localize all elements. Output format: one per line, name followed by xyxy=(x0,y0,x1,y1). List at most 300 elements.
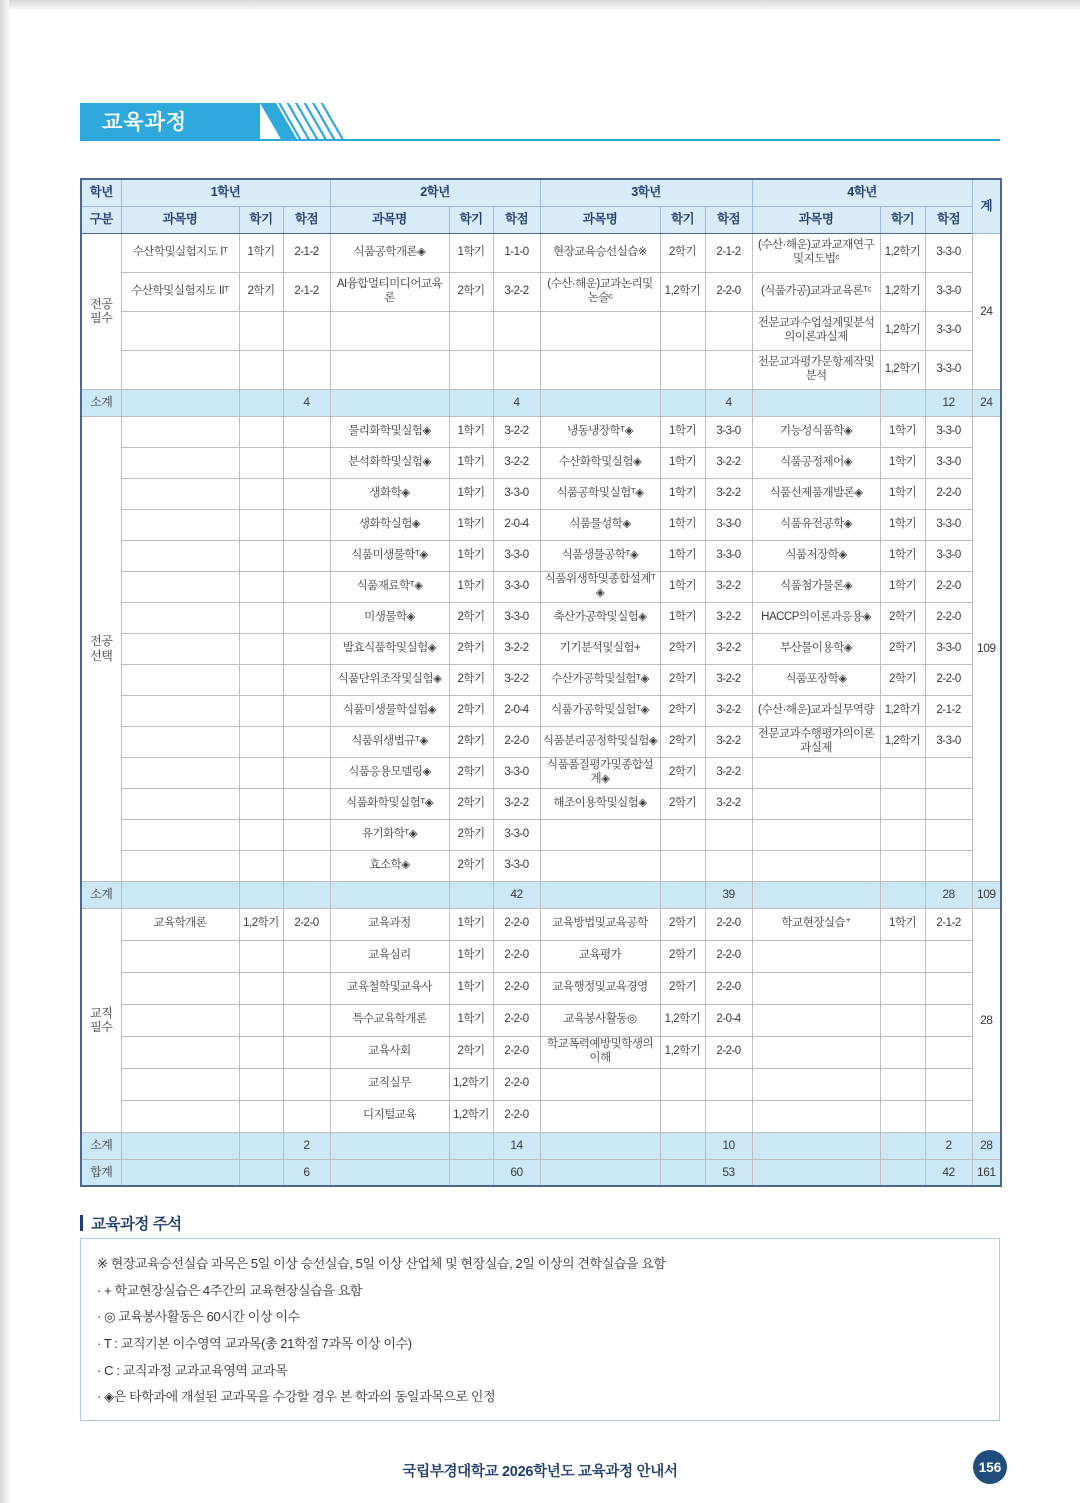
course-row xyxy=(81,695,1001,726)
semester-cell: 1학기 xyxy=(660,447,705,478)
semester-cell xyxy=(239,664,283,695)
credit-cell: 2-1-2 xyxy=(705,233,752,272)
semester-cell xyxy=(660,850,705,881)
semester-cell: 1학기 xyxy=(449,416,493,447)
course-name-cell: 발효식품학및실험◈ xyxy=(330,633,449,664)
course-name-cell xyxy=(121,695,239,726)
semester-cell: 1학기 xyxy=(449,908,493,940)
course-name-cell xyxy=(752,1068,880,1100)
semester-cell xyxy=(880,819,925,850)
subheader-semester: 학기 xyxy=(239,206,283,233)
credit-cell: 2-2-0 xyxy=(493,940,540,972)
course-name-cell: (수산·해운)교과교재연구및지도법ᶜ xyxy=(752,233,880,272)
page-number-badge: 156 xyxy=(973,1450,1007,1484)
credit-cell xyxy=(283,819,330,850)
course-row xyxy=(81,447,1001,478)
semester-cell: 1학기 xyxy=(449,447,493,478)
course-name-cell xyxy=(540,350,660,389)
course-row xyxy=(81,540,1001,571)
course-row xyxy=(81,1036,1001,1068)
subheader-credit: 학점 xyxy=(925,206,972,233)
credit-cell: 3-2-2 xyxy=(705,664,752,695)
subheader-credit: 학점 xyxy=(283,206,330,233)
credit-cell: 3-2-2 xyxy=(493,633,540,664)
credit-cell xyxy=(283,972,330,1004)
credit-cell: 3-3-0 xyxy=(925,311,972,350)
semester-cell xyxy=(660,819,705,850)
semester-cell: 2학기 xyxy=(449,757,493,788)
credit-cell xyxy=(705,850,752,881)
credit-cell: 2-2-0 xyxy=(283,908,330,940)
subtotal-value-cell xyxy=(880,389,925,416)
subtotal-value-cell xyxy=(880,881,925,908)
subheader-semester: 학기 xyxy=(880,206,925,233)
credit-cell: 2-2-0 xyxy=(493,1068,540,1100)
credit-cell: 3-3-0 xyxy=(925,447,972,478)
credit-cell: 3-2-2 xyxy=(493,664,540,695)
grand-total-value-cell: 60 xyxy=(493,1159,540,1186)
subtotal-row xyxy=(81,881,1001,908)
semester-cell xyxy=(880,1100,925,1132)
semester-cell: 1학기 xyxy=(449,940,493,972)
subtotal-value-cell: 2 xyxy=(925,1132,972,1159)
course-name-cell: 교육봉사활동◎ xyxy=(540,1004,660,1036)
course-name-cell: 수산학및실험지도 Iᵀ xyxy=(121,233,239,272)
semester-cell xyxy=(239,757,283,788)
course-name-cell: 식품공학개론◈ xyxy=(330,233,449,272)
credit-cell: 2-0-4 xyxy=(493,695,540,726)
course-name-cell: 식품첨가물론◈ xyxy=(752,571,880,602)
semester-cell: 2학기 xyxy=(660,695,705,726)
course-name-cell xyxy=(121,972,239,1004)
course-row xyxy=(81,350,1001,389)
course-name-cell: 식품위생학및종합설계ᵀ◈ xyxy=(540,571,660,602)
subtotal-total-cell: 109 xyxy=(972,881,1001,908)
semester-cell: 2학기 xyxy=(449,726,493,757)
subtotal-value-cell xyxy=(239,881,283,908)
course-name-cell: 교육사회 xyxy=(330,1036,449,1068)
semester-cell: 1학기 xyxy=(660,540,705,571)
semester-cell: 2학기 xyxy=(449,602,493,633)
course-row xyxy=(81,850,1001,881)
group-label-cell: 전공필수 xyxy=(81,233,121,389)
semester-cell xyxy=(239,571,283,602)
course-name-cell: 부산물이용학◈ xyxy=(752,633,880,664)
course-name-cell xyxy=(540,850,660,881)
course-name-cell xyxy=(121,1004,239,1036)
subtotal-value-cell xyxy=(540,881,660,908)
semester-cell: 1,2학기 xyxy=(880,233,925,272)
subtotal-value-cell xyxy=(540,389,660,416)
course-name-cell: 교육학개론 xyxy=(121,908,239,940)
course-name-cell xyxy=(752,1036,880,1068)
credit-cell: 2-1-2 xyxy=(925,695,972,726)
course-name-cell xyxy=(121,540,239,571)
course-row xyxy=(81,571,1001,602)
semester-cell xyxy=(239,726,283,757)
course-name-cell xyxy=(121,664,239,695)
semester-cell: 2학기 xyxy=(880,602,925,633)
course-name-cell: 수산화학및실험◈ xyxy=(540,447,660,478)
semester-cell xyxy=(239,1100,283,1132)
credit-cell: 2-2-0 xyxy=(493,1100,540,1132)
total-column-header: 계 xyxy=(972,179,1001,233)
credit-cell xyxy=(283,1100,330,1132)
course-name-cell: 식품응용모델링◈ xyxy=(330,757,449,788)
semester-cell: 1학기 xyxy=(880,447,925,478)
semester-cell: 1학기 xyxy=(660,509,705,540)
credit-cell xyxy=(493,350,540,389)
semester-cell: 2학기 xyxy=(449,633,493,664)
semester-cell: 1,2학기 xyxy=(660,1004,705,1036)
subtotal-value-cell: 4 xyxy=(283,389,330,416)
course-row xyxy=(81,788,1001,819)
semester-cell xyxy=(239,972,283,1004)
credit-cell: 2-2-0 xyxy=(493,972,540,1004)
course-name-cell xyxy=(752,1100,880,1132)
course-row xyxy=(81,940,1001,972)
grand-total-value-cell xyxy=(880,1159,925,1186)
course-name-cell: 식품미생물학ᵀ◈ xyxy=(330,540,449,571)
semester-cell: 2학기 xyxy=(449,788,493,819)
course-row xyxy=(81,1100,1001,1132)
course-name-cell: 해조이용학및실험◈ xyxy=(540,788,660,819)
credit-cell: 3-3-0 xyxy=(493,757,540,788)
semester-cell: 1학기 xyxy=(660,478,705,509)
course-name-cell: 학교현장실습⁺ xyxy=(752,908,880,940)
semester-cell: 2학기 xyxy=(239,272,283,311)
credit-cell: 2-2-0 xyxy=(925,478,972,509)
subtotal-label-cell: 소계 xyxy=(81,389,121,416)
semester-cell: 2학기 xyxy=(660,726,705,757)
course-row xyxy=(81,1068,1001,1100)
credit-cell xyxy=(283,571,330,602)
curriculum-table xyxy=(80,178,1002,1187)
subheader-course: 과목명 xyxy=(752,206,880,233)
credit-cell xyxy=(705,1100,752,1132)
credit-cell: 3-2-2 xyxy=(493,788,540,819)
semester-cell xyxy=(239,350,283,389)
section-total-cell: 28 xyxy=(972,908,1001,1132)
credit-cell: 3-3-0 xyxy=(493,571,540,602)
subheader-semester: 학기 xyxy=(449,206,493,233)
credit-cell: 3-3-0 xyxy=(493,850,540,881)
page-edge-top xyxy=(0,0,1080,9)
credit-cell: 3-3-0 xyxy=(925,350,972,389)
credit-cell xyxy=(705,311,752,350)
credit-cell xyxy=(283,726,330,757)
course-name-cell: AI융합멀티미디어교육론 xyxy=(330,272,449,311)
course-name-cell: 교육과정 xyxy=(330,908,449,940)
course-name-cell: 식품공학및실험ᵀ◈ xyxy=(540,478,660,509)
semester-cell: 1학기 xyxy=(660,602,705,633)
note-item: ※ 현장교육승선실습 과목은 5일 이상 승선실습, 5일 이상 산업체 및 현장실습, 2일 이상의 견학실습을 요함 xyxy=(97,1256,666,1271)
credit-cell xyxy=(283,633,330,664)
semester-cell: 2학기 xyxy=(660,788,705,819)
semester-cell xyxy=(239,1036,283,1068)
semester-cell xyxy=(880,1004,925,1036)
semester-cell: 1학기 xyxy=(660,571,705,602)
subtotal-value-cell xyxy=(121,389,239,416)
document-footer-title: 국립부경대학교 2026학년도 교육과정 안내서 xyxy=(402,1464,678,1480)
semester-cell: 1,2학기 xyxy=(239,908,283,940)
credit-cell: 1-1-0 xyxy=(493,233,540,272)
header-row-subcolumns xyxy=(81,206,1001,233)
course-name-cell xyxy=(752,819,880,850)
notes-title-text: 교육과정 주석 xyxy=(91,1216,182,1233)
semester-cell: 1학기 xyxy=(880,908,925,940)
semester-cell: 2학기 xyxy=(449,695,493,726)
semester-cell: 1학기 xyxy=(239,233,283,272)
semester-cell xyxy=(449,350,493,389)
semester-cell: 2학기 xyxy=(449,819,493,850)
course-row xyxy=(81,757,1001,788)
semester-cell xyxy=(880,850,925,881)
corner-category-label: 구분 xyxy=(81,206,121,233)
credit-cell xyxy=(493,311,540,350)
course-name-cell: 교육방법및교육공학 xyxy=(540,908,660,940)
semester-cell xyxy=(660,311,705,350)
credit-cell: 2-2-0 xyxy=(925,664,972,695)
note-item: · C : 교직과정 교과교육영역 교과목 xyxy=(97,1362,288,1378)
credit-cell: 3-3-0 xyxy=(925,233,972,272)
credit-cell xyxy=(283,416,330,447)
semester-cell xyxy=(239,509,283,540)
course-name-cell: 식품위생법규ᵀ◈ xyxy=(330,726,449,757)
semester-cell: 1,2학기 xyxy=(880,272,925,311)
semester-cell xyxy=(239,850,283,881)
grand-total-value-cell: 42 xyxy=(925,1159,972,1186)
year-header-3: 3학년 xyxy=(540,179,752,206)
credit-cell: 2-1-2 xyxy=(925,908,972,940)
course-row xyxy=(81,633,1001,664)
credit-cell: 3-3-0 xyxy=(705,416,752,447)
credit-cell xyxy=(925,1100,972,1132)
course-name-cell: 기기분석및실험+ xyxy=(540,633,660,664)
subtotal-total-cell: 28 xyxy=(972,1132,1001,1159)
year-header-2: 2학년 xyxy=(330,179,540,206)
credit-cell xyxy=(925,972,972,1004)
notes-section-title xyxy=(80,1212,182,1234)
credit-cell: 2-2-0 xyxy=(925,571,972,602)
course-row xyxy=(81,272,1001,311)
course-name-cell: 교직실무 xyxy=(330,1068,449,1100)
credit-cell xyxy=(925,788,972,819)
course-name-cell: 식품저장학◈ xyxy=(752,540,880,571)
semester-cell: 1,2학기 xyxy=(660,272,705,311)
course-name-cell: 식품신제품개발론◈ xyxy=(752,478,880,509)
course-row xyxy=(81,602,1001,633)
course-row xyxy=(81,1004,1001,1036)
course-name-cell xyxy=(540,819,660,850)
semester-cell: 2학기 xyxy=(660,233,705,272)
group-label-cell: 전공선택 xyxy=(81,416,121,881)
credit-cell: 3-3-0 xyxy=(925,272,972,311)
semester-cell: 1,2학기 xyxy=(660,1036,705,1068)
semester-cell: 1,2학기 xyxy=(449,1068,493,1100)
course-name-cell: 학교폭력예방및학생의이해 xyxy=(540,1036,660,1068)
course-name-cell xyxy=(121,940,239,972)
credit-cell: 3-3-0 xyxy=(493,540,540,571)
course-row xyxy=(81,908,1001,940)
course-name-cell xyxy=(540,311,660,350)
semester-cell xyxy=(239,540,283,571)
semester-cell: 2학기 xyxy=(880,633,925,664)
course-name-cell: 식품물성학◈ xyxy=(540,509,660,540)
credit-cell xyxy=(925,940,972,972)
semester-cell: 1학기 xyxy=(449,1004,493,1036)
grand-total-value-cell xyxy=(330,1159,449,1186)
notes-title-bar xyxy=(80,1215,83,1231)
course-name-cell: 전문교과수업설계및분석의이론과실제 xyxy=(752,311,880,350)
course-name-cell: 전문교과평가문항제작및분석 xyxy=(752,350,880,389)
semester-cell: 2학기 xyxy=(660,757,705,788)
course-name-cell: 식품공정제어◈ xyxy=(752,447,880,478)
subtotal-value-cell xyxy=(540,1132,660,1159)
credit-cell xyxy=(283,509,330,540)
grand-total-sum-cell: 161 xyxy=(972,1159,1001,1186)
course-name-cell xyxy=(121,311,239,350)
course-name-cell xyxy=(330,311,449,350)
credit-cell xyxy=(925,850,972,881)
semester-cell: 1,2학기 xyxy=(449,1100,493,1132)
section-total-cell: 109 xyxy=(972,416,1001,881)
semester-cell xyxy=(239,447,283,478)
course-name-cell: 냉동냉장학ᵀ◈ xyxy=(540,416,660,447)
semester-cell xyxy=(880,940,925,972)
course-name-cell xyxy=(752,788,880,819)
note-item: · ◈은 타학과에 개설된 교과목을 수강할 경우 본 학과의 동일과목으로 인정 xyxy=(97,1389,496,1405)
subtotal-value-cell xyxy=(239,389,283,416)
subtotal-value-cell xyxy=(330,1132,449,1159)
semester-cell xyxy=(880,757,925,788)
course-name-cell xyxy=(121,1100,239,1132)
course-name-cell xyxy=(540,1068,660,1100)
note-item: · T : 교직기본 이수영역 교과목(총 21학점 7과목 이상 이수) xyxy=(97,1335,412,1351)
semester-cell: 2학기 xyxy=(449,664,493,695)
subtotal-value-cell xyxy=(283,881,330,908)
course-name-cell: 수산가공학및실험ᵀ◈ xyxy=(540,664,660,695)
course-row xyxy=(81,664,1001,695)
course-name-cell: 교육심리 xyxy=(330,940,449,972)
credit-cell: 3-2-2 xyxy=(705,478,752,509)
course-name-cell: 수산학및실험지도 IIᵀ xyxy=(121,272,239,311)
subtotal-value-cell xyxy=(660,1132,705,1159)
notes-box xyxy=(80,1238,1000,1421)
subheader-semester: 학기 xyxy=(660,206,705,233)
course-name-cell: 식품재료학ᵀ◈ xyxy=(330,571,449,602)
course-name-cell: 전문교과수행평가의이론과실제 xyxy=(752,726,880,757)
course-row xyxy=(81,233,1001,272)
semester-cell xyxy=(239,695,283,726)
credit-cell xyxy=(283,540,330,571)
credit-cell: 3-2-2 xyxy=(493,447,540,478)
semester-cell: 1학기 xyxy=(880,478,925,509)
credit-cell: 3-3-0 xyxy=(705,509,752,540)
course-name-cell: 물리화학및실험◈ xyxy=(330,416,449,447)
course-name-cell xyxy=(121,416,239,447)
semester-cell xyxy=(239,478,283,509)
credit-cell: 2-2-0 xyxy=(493,1036,540,1068)
credit-cell: 3-2-2 xyxy=(705,602,752,633)
subtotal-value-cell: 28 xyxy=(925,881,972,908)
subheader-credit: 학점 xyxy=(493,206,540,233)
course-name-cell xyxy=(121,819,239,850)
course-name-cell xyxy=(752,757,880,788)
credit-cell xyxy=(925,1004,972,1036)
credit-cell: 2-2-0 xyxy=(493,1004,540,1036)
course-name-cell: 생화학◈ xyxy=(330,478,449,509)
course-name-cell: (식품가공)교과교육론ᵀᶜ xyxy=(752,272,880,311)
course-name-cell: 교육평가 xyxy=(540,940,660,972)
credit-cell xyxy=(925,819,972,850)
note-item: · + 학교현장실습은 4주간의 교육현장실습을 요함 xyxy=(97,1282,363,1298)
credit-cell: 3-3-0 xyxy=(925,540,972,571)
semester-cell: 1학기 xyxy=(449,540,493,571)
credit-cell: 3-3-0 xyxy=(493,478,540,509)
subheader-course: 과목명 xyxy=(330,206,449,233)
semester-cell xyxy=(239,633,283,664)
credit-cell: 3-3-0 xyxy=(925,726,972,757)
semester-cell xyxy=(880,972,925,1004)
course-name-cell: 기능성식품학◈ xyxy=(752,416,880,447)
year-header-1: 1학년 xyxy=(121,179,330,206)
credit-cell xyxy=(283,664,330,695)
credit-cell xyxy=(283,1036,330,1068)
course-row xyxy=(81,416,1001,447)
course-name-cell: 현장교육승선실습※ xyxy=(540,233,660,272)
semester-cell xyxy=(880,788,925,819)
credit-cell: 2-2-0 xyxy=(705,908,752,940)
grand-total-value-cell xyxy=(239,1159,283,1186)
subtotal-value-cell xyxy=(660,881,705,908)
credit-cell xyxy=(283,940,330,972)
semester-cell xyxy=(660,350,705,389)
credit-cell xyxy=(283,447,330,478)
semester-cell xyxy=(239,1068,283,1100)
semester-cell: 1학기 xyxy=(449,478,493,509)
course-name-cell: 식품미생물학실험◈ xyxy=(330,695,449,726)
grand-total-label-cell: 합계 xyxy=(81,1159,121,1186)
credit-cell xyxy=(925,1036,972,1068)
semester-cell: 1학기 xyxy=(880,509,925,540)
year-header-4: 4학년 xyxy=(752,179,972,206)
credit-cell: 2-2-0 xyxy=(493,726,540,757)
subtotal-label-cell: 소계 xyxy=(81,881,121,908)
grand-total-value-cell xyxy=(660,1159,705,1186)
course-name-cell xyxy=(752,850,880,881)
subtotal-value-cell xyxy=(880,1132,925,1159)
course-name-cell: 식품생물공학ᵀ◈ xyxy=(540,540,660,571)
credit-cell: 3-2-2 xyxy=(705,757,752,788)
semester-cell xyxy=(239,788,283,819)
curriculum-table-wrap xyxy=(80,178,1000,1187)
course-name-cell xyxy=(121,850,239,881)
group-label-cell: 교직필수 xyxy=(81,908,121,1132)
semester-cell: 2학기 xyxy=(660,940,705,972)
credit-cell: 2-0-4 xyxy=(493,509,540,540)
grand-total-value-cell: 53 xyxy=(705,1159,752,1186)
course-name-cell: (수산·해운)교과논리및논술ᶜ xyxy=(540,272,660,311)
credit-cell: 3-2-2 xyxy=(493,272,540,311)
semester-cell xyxy=(660,1068,705,1100)
course-name-cell: 미생물학◈ xyxy=(330,602,449,633)
credit-cell xyxy=(283,311,330,350)
course-name-cell: 식품분리공정학및실험◈ xyxy=(540,726,660,757)
subtotal-value-cell: 4 xyxy=(493,389,540,416)
grand-total-row xyxy=(81,1159,1001,1186)
banner-title: 교육과정 xyxy=(80,103,260,139)
